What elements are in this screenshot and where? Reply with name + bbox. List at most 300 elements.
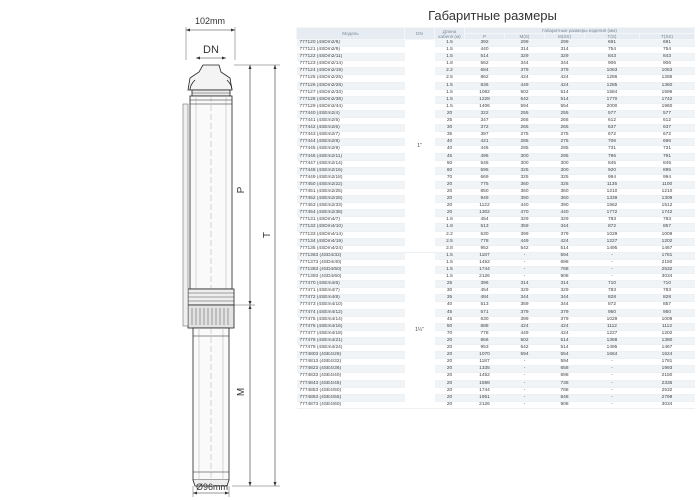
cell-model: 777124 (4SDm2/19) <box>297 68 405 75</box>
cell-t-s: 754 <box>585 47 640 54</box>
table-row <box>297 238 695 245</box>
cell-t-ss: 906 <box>640 61 695 68</box>
table-row <box>297 401 695 408</box>
cell-model: 777475 (4SEm4/14) <box>297 316 405 323</box>
cell-p: 684 <box>465 68 505 75</box>
cell-p: 513 <box>465 224 505 231</box>
cable-guard <box>183 104 188 326</box>
cell-m-s: 344 <box>505 61 545 68</box>
table-row <box>297 316 695 323</box>
table-row <box>297 54 695 61</box>
cell-model: 777131 (4SDm4/7) <box>297 217 405 224</box>
cell-p: 397 <box>465 132 505 139</box>
cell-t-s: 731 <box>585 146 640 153</box>
cell-m-ss: 424 <box>545 82 585 89</box>
cell-t-ss: 754 <box>640 47 695 54</box>
cell-p: 952 <box>465 245 505 252</box>
cell-m-ss: 379 <box>545 68 585 75</box>
cell-t-s: 994 <box>585 174 640 181</box>
cell-model: 7774823 (4SE4/36) <box>297 366 405 373</box>
cell-p: 953 <box>465 345 505 352</box>
cell-m-s: - <box>505 359 545 366</box>
cell-m-ss: 424 <box>545 75 585 82</box>
cell-t-s: - <box>585 366 640 373</box>
cell-t-s: 1286 <box>585 75 640 82</box>
table-row <box>297 259 695 266</box>
cell-p: 1452 <box>465 373 505 380</box>
cell-m-ss: 514 <box>545 337 585 344</box>
cell-length: 20 <box>435 401 465 408</box>
cell-p: 496 <box>465 153 505 160</box>
cell-t-s: 1664 <box>585 352 640 359</box>
cell-m-s: 299 <box>505 40 545 47</box>
table-row <box>297 217 695 224</box>
cell-length: 20 <box>435 181 465 188</box>
table-row <box>297 394 695 401</box>
table-body <box>297 40 695 409</box>
cell-t-ss: 1781 <box>640 359 695 366</box>
table-row <box>297 309 695 316</box>
cell-model: 777452 (4SEm2/28) <box>297 196 405 203</box>
table-row <box>297 366 695 373</box>
cell-p: 862 <box>465 75 505 82</box>
table-row <box>297 380 695 387</box>
cell-t-s: 1368 <box>585 337 640 344</box>
cell-length: 1.5 <box>435 40 465 47</box>
cell-m-ss: 329 <box>545 288 585 295</box>
header-p: P <box>465 34 505 40</box>
cell-m-s: 255 <box>505 110 545 117</box>
cell-t-ss: 1202 <box>640 330 695 337</box>
cell-t-ss: 2150 <box>640 259 695 266</box>
cell-t-s: - <box>585 274 640 281</box>
diameter-dimension <box>193 482 229 497</box>
cell-p: 1082 <box>465 89 505 96</box>
cell-m-s: 399 <box>505 316 545 323</box>
cell-model: 777446 (4SEm2/11) <box>297 153 405 160</box>
table-row <box>297 110 695 117</box>
cell-p: 595 <box>465 167 505 174</box>
cell-length: 60 <box>435 167 465 174</box>
cell-m-s: 359 <box>505 302 545 309</box>
cell-p: 778 <box>465 330 505 337</box>
cell-p: 513 <box>465 302 505 309</box>
cell-t-ss: 895 <box>640 167 695 174</box>
cell-m-ss: 514 <box>545 245 585 252</box>
table-row <box>297 288 695 295</box>
cell-m-ss: 379 <box>545 309 585 316</box>
cell-model: 777132 (4SDm4/10) <box>297 224 405 231</box>
cell-m-s: 424 <box>505 323 545 330</box>
cell-p: 1070 <box>465 352 505 359</box>
cell-m-s: 424 <box>505 75 545 82</box>
header-model: Модель <box>297 28 405 40</box>
cell-m-s: 265 <box>505 125 545 132</box>
dn-label: DN <box>203 44 219 56</box>
table-row <box>297 352 695 359</box>
table-row <box>297 210 695 217</box>
table-row <box>297 160 695 167</box>
cell-p: 1744 <box>465 387 505 394</box>
cell-model: 777135 (4SDm4/24) <box>297 245 405 252</box>
cell-m-s: - <box>505 366 545 373</box>
cell-length: 1.8 <box>435 61 465 68</box>
cell-m-s: 502 <box>505 89 545 96</box>
cell-model: 777470 (4SEm4/6) <box>297 281 405 288</box>
cell-p: 440 <box>465 47 505 54</box>
cell-t-s: 637 <box>585 125 640 132</box>
cell-t-s: 783 <box>585 217 640 224</box>
cell-model: 7774863 (4SE4/55) <box>297 394 405 401</box>
cell-p: 669 <box>465 174 505 181</box>
table-row <box>297 281 695 288</box>
cell-m-s: 360 <box>505 188 545 195</box>
cell-length: 35 <box>435 295 465 302</box>
cell-model: 7774843 (4SE4/45) <box>297 380 405 387</box>
cell-length: 40 <box>435 302 465 309</box>
table-row <box>297 96 695 103</box>
table-row <box>297 345 695 352</box>
cell-length: 1.5 <box>435 82 465 89</box>
header-m-ss: M(SS) <box>545 34 585 40</box>
cell-p: 396 <box>465 281 505 288</box>
table-row <box>297 373 695 380</box>
cell-m-ss: 554 <box>545 103 585 110</box>
cell-m-s: - <box>505 252 545 259</box>
cell-m-ss: 255 <box>545 110 585 117</box>
cell-m-ss: 788 <box>545 267 585 274</box>
cell-t-s: 1770 <box>585 96 640 103</box>
cell-t-s: - <box>585 380 640 387</box>
cell-model: 777133 (4SDm4/14) <box>297 231 405 238</box>
cell-length: 45 <box>435 309 465 316</box>
cell-m-s: 360 <box>505 181 545 188</box>
cell-m-s: 300 <box>505 160 545 167</box>
table-row <box>297 89 695 96</box>
cell-model: 7774803 (4SE4/28) <box>297 352 405 359</box>
cell-t-s: 2000 <box>585 103 640 110</box>
cell-t-ss: 843 <box>640 54 695 61</box>
cell-t-ss: 2336 <box>640 380 695 387</box>
cell-t-ss: 857 <box>640 224 695 231</box>
cell-model: 777128 (4SDm2/38) <box>297 96 405 103</box>
cell-m-ss: 514 <box>545 96 585 103</box>
cell-p: 1122 <box>465 203 505 210</box>
cell-t-ss: 857 <box>640 302 695 309</box>
cell-m-ss: 738 <box>545 380 585 387</box>
cell-model: 777123 (4SDm2/14) <box>297 61 405 68</box>
cell-length: 1.5 <box>435 54 465 61</box>
cell-m-ss: 908 <box>545 401 585 408</box>
table-row <box>297 125 695 132</box>
cell-t-ss: 1742 <box>640 210 695 217</box>
cell-t-ss: 1742 <box>640 96 695 103</box>
cell-length: 20 <box>435 394 465 401</box>
cell-p: 2126 <box>465 274 505 281</box>
cell-t-s: - <box>585 259 640 266</box>
cell-t-s: - <box>585 394 640 401</box>
cell-t-s: 1584 <box>585 89 640 96</box>
cell-p: 484 <box>465 295 505 302</box>
cell-model: 7774873 (4SE4/60) <box>297 401 405 408</box>
cell-m-ss: 424 <box>545 330 585 337</box>
cell-m-ss: 344 <box>545 224 585 231</box>
cell-m-s: 325 <box>505 174 545 181</box>
cell-length: 45 <box>435 316 465 323</box>
cell-length: 35 <box>435 132 465 139</box>
cell-m-ss: 329 <box>545 54 585 61</box>
table-row <box>297 267 695 274</box>
cell-t-s: 920 <box>585 167 640 174</box>
cell-model: 777473 (4SEm4/10) <box>297 302 405 309</box>
cell-m-s: - <box>505 267 545 274</box>
cell-p: 775 <box>465 181 505 188</box>
cell-length: 2.2 <box>435 68 465 75</box>
cell-t-s: 577 <box>585 110 640 117</box>
cell-p: 322 <box>465 110 505 117</box>
cell-length: 20 <box>435 210 465 217</box>
cell-model: 777479 (4SEm4/24) <box>297 345 405 352</box>
cell-m-s: 314 <box>505 281 545 288</box>
cell-t-s: 1029 <box>585 231 640 238</box>
cell-t-s: 843 <box>585 54 640 61</box>
cell-length: 1.5 <box>435 103 465 110</box>
cell-t-ss: 612 <box>640 118 695 125</box>
cell-m-ss: 300 <box>545 160 585 167</box>
cell-t-ss: 3034 <box>640 401 695 408</box>
cell-model: 7771373 (4SD4/40) <box>297 259 405 266</box>
m-label: M <box>236 387 247 397</box>
cell-t-s: 1562 <box>585 203 640 210</box>
cell-p: 392 <box>465 40 505 47</box>
cell-length: 1.5 <box>435 259 465 266</box>
cell-m-ss: 360 <box>545 196 585 203</box>
width-label: 102mm <box>194 16 226 26</box>
cell-p: 1598 <box>465 380 505 387</box>
cell-m-ss: 440 <box>545 210 585 217</box>
cell-t-ss: 1063 <box>640 68 695 75</box>
cell-p: 1452 <box>465 259 505 266</box>
cell-t-s: 1227 <box>585 330 640 337</box>
cell-t-s: 672 <box>585 132 640 139</box>
cell-model: 777440 (4SEm2/4) <box>297 110 405 117</box>
cell-t-s: - <box>585 373 640 380</box>
cell-m-ss: 275 <box>545 139 585 146</box>
p-label: P <box>236 186 247 194</box>
table-row <box>297 224 695 231</box>
cell-model: 777122 (4SDm2/11) <box>297 54 405 61</box>
cell-length: 2.8 <box>435 245 465 252</box>
cell-t-s: 691 <box>585 40 640 47</box>
cell-m-s: 379 <box>505 309 545 316</box>
cell-t-ss: 1993 <box>640 366 695 373</box>
cell-m-s: 314 <box>505 47 545 54</box>
cell-length: 20 <box>435 188 465 195</box>
cell-m-s: 542 <box>505 96 545 103</box>
cell-model: 777442 (4SEm2/6) <box>297 125 405 132</box>
cell-m-s: 399 <box>505 231 545 238</box>
cell-t-s: 845 <box>585 160 640 167</box>
cell-t-ss: 1112 <box>640 323 695 330</box>
cell-m-s: 449 <box>505 82 545 89</box>
pump-dimension-drawing <box>0 0 285 500</box>
cell-p: 850 <box>465 188 505 195</box>
cell-m-ss: 265 <box>545 125 585 132</box>
cell-model: 777120 (4SDm2/6) <box>297 40 405 47</box>
cell-m-s: 542 <box>505 245 545 252</box>
cell-t-ss: 2532 <box>640 267 695 274</box>
cell-m-ss: 300 <box>545 167 585 174</box>
table-row <box>297 295 695 302</box>
cell-t-s: 1339 <box>585 196 640 203</box>
cell-t-ss: 1467 <box>640 245 695 252</box>
cell-t-s: - <box>585 359 640 366</box>
cell-m-s: 275 <box>505 132 545 139</box>
cell-model: 7774853 (4SE4/50) <box>297 387 405 394</box>
cell-model: 777448 (4SEm2/16) <box>297 167 405 174</box>
cell-model: 777444 (4SEm2/8) <box>297 139 405 146</box>
cell-p: 446 <box>465 146 505 153</box>
cell-model: 7774813 (4SE4/32) <box>297 359 405 366</box>
cell-p: 347 <box>465 118 505 125</box>
cell-t-s: 906 <box>585 61 640 68</box>
cell-p: 866 <box>465 337 505 344</box>
cell-dn-group: 1" <box>405 40 435 253</box>
cell-t-ss: 1960 <box>640 103 695 110</box>
cell-m-ss: 698 <box>545 259 585 266</box>
cell-m-ss: 424 <box>545 323 585 330</box>
table-row <box>297 231 695 238</box>
cell-t-s: 1285 <box>585 82 640 89</box>
cell-model: 777445 (4SEm2/9) <box>297 146 405 153</box>
cell-length: 30 <box>435 288 465 295</box>
cell-m-s: 285 <box>505 146 545 153</box>
cell-m-ss: 390 <box>545 203 585 210</box>
dimensions-table <box>296 27 695 409</box>
cell-model: 7771363 (4SD4/32) <box>297 252 405 259</box>
cell-t-ss: 828 <box>640 295 695 302</box>
cell-m-ss: 344 <box>545 61 585 68</box>
cell-model: 777449 (4SEm2/18) <box>297 174 405 181</box>
cell-m-ss: 658 <box>545 366 585 373</box>
cell-m-s: - <box>505 274 545 281</box>
cell-p: 571 <box>465 309 505 316</box>
cell-m-ss: 344 <box>545 295 585 302</box>
table-row <box>297 330 695 337</box>
cell-t-s: 796 <box>585 153 640 160</box>
cell-length: 1.5 <box>435 96 465 103</box>
cell-model: 777121 (4SDm2/9) <box>297 47 405 54</box>
cell-p: 836 <box>465 82 505 89</box>
cell-p: 1228 <box>465 96 505 103</box>
cell-p: 1302 <box>465 210 505 217</box>
cell-t-s: 783 <box>585 288 640 295</box>
cell-model: 7771393 (4SD4/60) <box>297 274 405 281</box>
cell-model: 777471 (4SEm4/7) <box>297 288 405 295</box>
cell-length: 1.5 <box>435 267 465 274</box>
cell-m-ss: 594 <box>545 252 585 259</box>
cell-t-ss: 710 <box>640 281 695 288</box>
cell-length: 1.6 <box>435 217 465 224</box>
cell-p: 630 <box>465 231 505 238</box>
cell-t-ss: 2150 <box>640 373 695 380</box>
cell-length: 2.5 <box>435 238 465 245</box>
cell-t-ss: 845 <box>640 160 695 167</box>
cell-length: 20 <box>435 337 465 344</box>
cell-model: 777451 (4SEm2/25) <box>297 188 405 195</box>
cell-length: 1.5 <box>435 89 465 96</box>
cell-t-s: 1210 <box>585 188 640 195</box>
cell-model: 777127 (4SDm2/33) <box>297 89 405 96</box>
cell-m-s: 325 <box>505 167 545 174</box>
cell-m-ss: 514 <box>545 345 585 352</box>
cell-t-ss: 783 <box>640 288 695 295</box>
cell-m-s: 329 <box>505 288 545 295</box>
cell-model: 777477 (4SEm4/18) <box>297 330 405 337</box>
cell-t-ss: 1100 <box>640 181 695 188</box>
table-row <box>297 68 695 75</box>
header-dn: DN <box>405 28 435 40</box>
table-row <box>297 75 695 82</box>
cell-t-s: 1227 <box>585 238 640 245</box>
cell-model: 777443 (4SEm2/7) <box>297 132 405 139</box>
cell-m-ss: 299 <box>545 40 585 47</box>
cell-m-s: 594 <box>505 103 545 110</box>
cell-t-ss: 783 <box>640 217 695 224</box>
cell-m-s: 329 <box>505 217 545 224</box>
cell-t-ss: 1360 <box>640 82 695 89</box>
cell-m-ss: 344 <box>545 302 585 309</box>
cell-p: 454 <box>465 217 505 224</box>
cell-m-s: 344 <box>505 295 545 302</box>
cell-model: 7771383 (4SD4/50) <box>297 267 405 274</box>
dn-dimension <box>196 44 226 60</box>
cell-m-ss: 788 <box>545 387 585 394</box>
table-row <box>297 359 695 366</box>
table-row <box>297 103 695 110</box>
cell-t-ss: 1309 <box>640 196 695 203</box>
cell-m-s: 329 <box>505 54 545 61</box>
page-title: Габаритные размеры <box>428 8 557 23</box>
cell-t-ss: 791 <box>640 153 695 160</box>
cell-m-ss: 379 <box>545 231 585 238</box>
t-label: T <box>262 231 273 239</box>
cell-t-s: 1772 <box>585 210 640 217</box>
header-t-ss: T(SS) <box>640 34 695 40</box>
cell-p: 630 <box>465 316 505 323</box>
cell-t-s: 1495 <box>585 245 640 252</box>
cell-t-ss: 1624 <box>640 352 695 359</box>
cell-length: 20 <box>435 366 465 373</box>
cell-m-s: - <box>505 387 545 394</box>
cell-p: 562 <box>465 61 505 68</box>
cell-length: 30 <box>435 125 465 132</box>
cell-m-ss: 848 <box>545 394 585 401</box>
header-m-s: M(S) <box>505 34 545 40</box>
table-row <box>297 153 695 160</box>
cell-model: 777453 (4SEm2/33) <box>297 203 405 210</box>
cell-m-ss: 295 <box>545 153 585 160</box>
cell-t-s: - <box>585 387 640 394</box>
cell-m-ss: 329 <box>545 217 585 224</box>
table-row <box>297 252 695 259</box>
cell-p: 688 <box>465 323 505 330</box>
cell-model: 777472 (4SEm4/8) <box>297 295 405 302</box>
cell-m-s: 390 <box>505 196 545 203</box>
cell-m-s: - <box>505 401 545 408</box>
cell-length: 2.2 <box>435 231 465 238</box>
cell-t-ss: 1202 <box>640 238 695 245</box>
